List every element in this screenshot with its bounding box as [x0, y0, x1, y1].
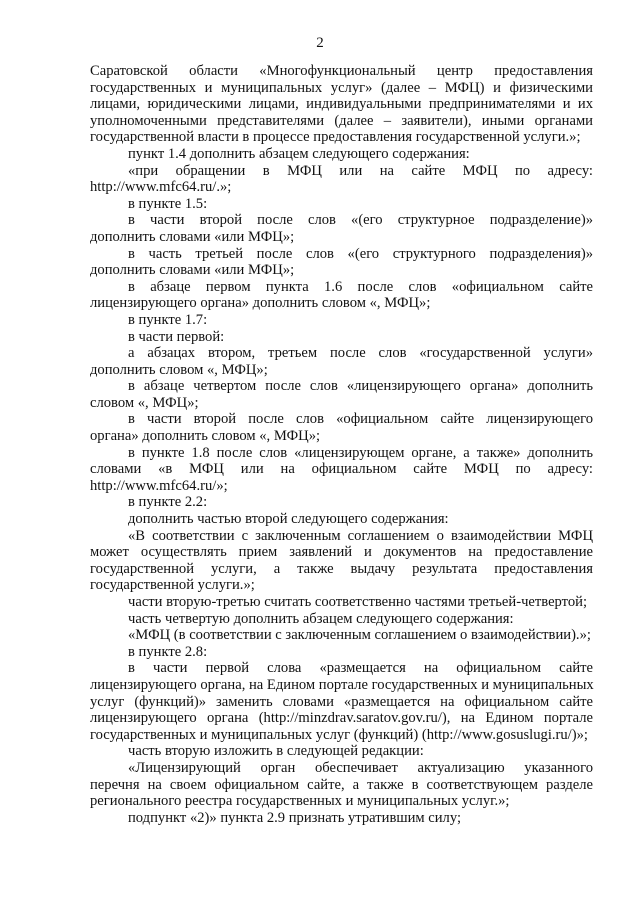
- text-line: органа» дополнить словом «, МФЦ»;: [90, 428, 321, 445]
- text-line: в части первой слова «размещается на официальном сайте: [128, 660, 593, 677]
- text-line: «Лицензирующий орган обеспечивает актуализацию указанного: [128, 759, 593, 776]
- text-line: пункт 1.4 дополнить абзацем следующего содержания:: [128, 145, 470, 162]
- text-line: Саратовской области «Многофункциональный центр предоставления: [90, 63, 593, 79]
- text-line: часть вторую изложить в следующей редакции:: [128, 743, 424, 760]
- text-line: уполномоченными представителями (далее – заявители), иными органами: [90, 112, 593, 129]
- text-line: словами «в МФЦ или на официальном сайте МФЦ по адресу:: [90, 461, 593, 478]
- text-line: в абзаце четвертом после слов «лицензирующего органа» дополнить: [128, 378, 593, 395]
- text-line: http://www.mfc64.ru/»;: [90, 477, 228, 494]
- text-line: «В соответствии с заключенным соглашением о взаимодействии МФЦ: [128, 527, 593, 544]
- page-number: 2: [316, 35, 324, 51]
- text-line: лицами, юридическими лицами, индивидуальными предпринимателями и их: [90, 96, 593, 113]
- text-line: в части второй после слов «(его структурное подразделение)»: [128, 212, 593, 229]
- text-line: лицензирующего органа, на Едином портале государственных и муниципальных: [90, 676, 594, 693]
- text-line: дополнить словами «или МФЦ»;: [90, 228, 295, 245]
- text-line: лицензирующего органа (http://minzdrav.saratov.gov.ru/), на Едином портале: [90, 710, 593, 727]
- document-body: [90, 63, 593, 826]
- text-line: в пункте 2.8:: [128, 643, 208, 660]
- text-line: в абзаце первом пункта 1.6 после слов «официальном сайте: [128, 278, 593, 295]
- text-line: лицензирующего органа» дополнить словом «, МФЦ»;: [90, 295, 431, 312]
- text-line: «МФЦ (в соответствии с заключенным соглашением о взаимодействии).»;: [128, 627, 591, 644]
- text-line: дополнить словами «или МФЦ»;: [90, 262, 295, 279]
- text-line: в пункте 1.8 после слов «лицензирующем органе, а также» дополнить: [128, 444, 593, 461]
- text-line: дополнить частью второй следующего содержания:: [128, 511, 449, 528]
- text-line: регионального реестра государственных и муниципальных услуг.»;: [90, 793, 510, 810]
- text-line: государственных и муниципальных услуг» (далее – МФЦ) и физическими: [90, 79, 593, 96]
- text-line: в части первой:: [128, 328, 225, 345]
- text-line: перечня на своем официальном сайте, а также в соответствующем разделе: [90, 776, 593, 793]
- text-line: части вторую-третью считать соответственно частями третьей-четвертой;: [128, 594, 588, 610]
- text-line: в пункте 1.7:: [128, 311, 208, 328]
- text-line: http://www.mfc64.ru/.»;: [90, 179, 232, 196]
- text-line: «при обращении в МФЦ или на сайте МФЦ по адресу:: [128, 162, 593, 179]
- text-line: подпункт «2)» пункта 2.9 признать утратившим силу;: [128, 809, 461, 826]
- text-line: дополнить словом «, МФЦ»;: [90, 361, 268, 378]
- text-line: в пункте 1.5:: [128, 195, 208, 212]
- text-line: государственной власти в процессе предоставления государственной услуги.»;: [90, 129, 581, 146]
- text-line: государственной услуги, а также выдачу результата предоставления: [90, 560, 593, 577]
- text-line: услуг (функций)» заменить словами «размещается на официальном сайте: [90, 693, 593, 710]
- text-line: государственной услуги.»;: [90, 577, 255, 594]
- text-line: а абзацах втором, третьем после слов «государственной услуги»: [128, 345, 593, 362]
- text-line: словом «, МФЦ»;: [90, 394, 199, 411]
- text-line: в части второй после слов «официальном сайте лицензирующего: [128, 411, 593, 428]
- text-line: может осуществлять прием заявлений и документов на предоставление: [90, 544, 593, 561]
- text-line: в пункте 2.2:: [128, 494, 208, 511]
- text-line: государственных и муниципальных услуг (функций) (http://www.gosuslugi.ru/)»;: [90, 726, 588, 743]
- text-line: в часть третьей после слов «(его структурного подразделения)»: [128, 245, 593, 262]
- text-line: часть четвертую дополнить абзацем следующего содержания:: [128, 610, 514, 627]
